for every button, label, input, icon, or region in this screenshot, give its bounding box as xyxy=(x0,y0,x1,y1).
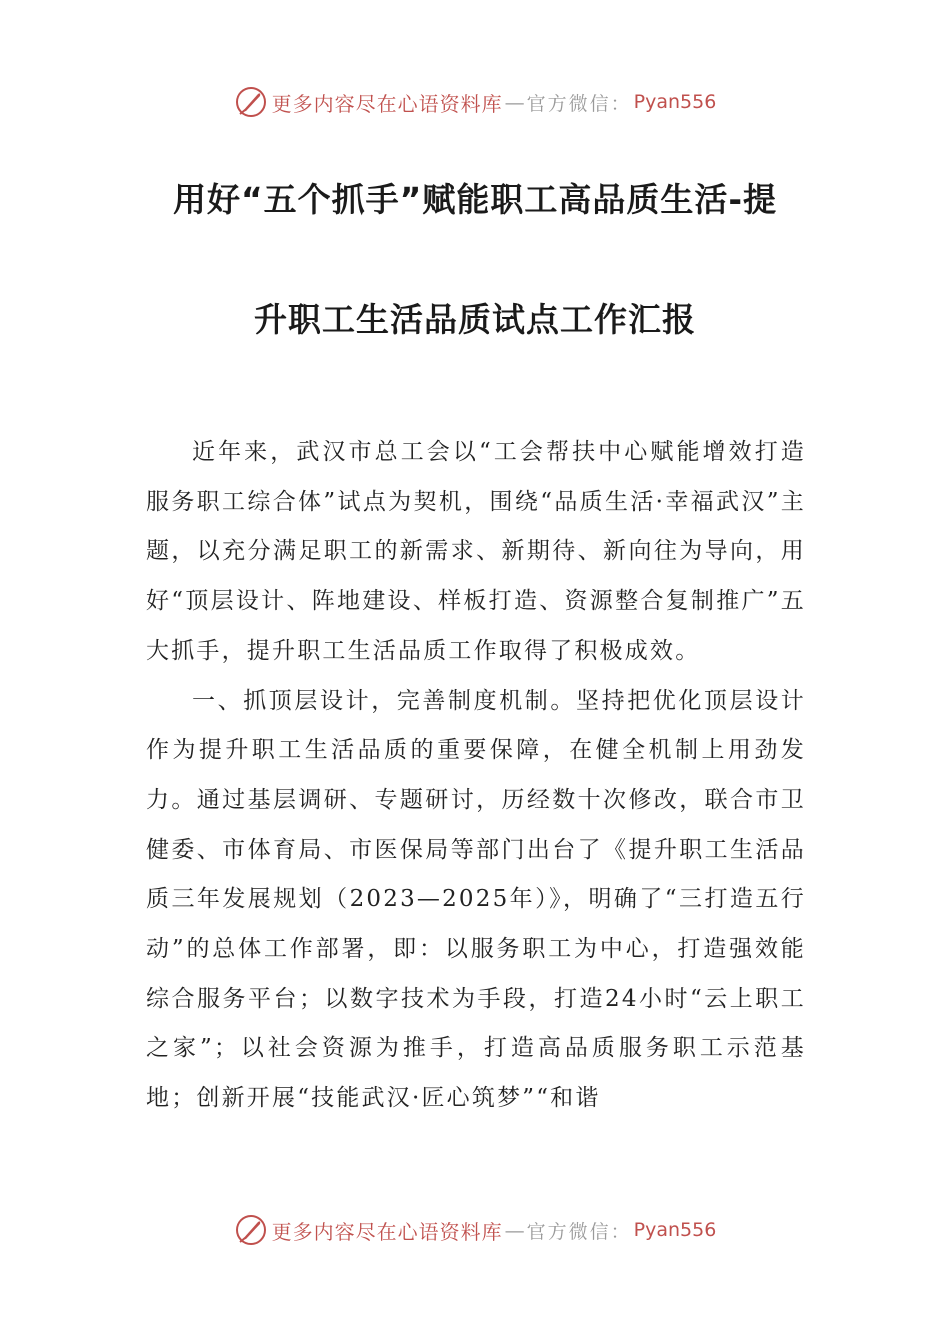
paragraph-intro: 近年来，武汉市总工会以“工会帮扶中心赋能增效打造服务职工综合体”试点为契机，围绕“品质生活·幸福武汉”主题，以充分满足职工的新需求、新期待、新向往为导向，用好“顶层设计、阵地建设、样板打造、资源整合复制推广”五大抓手，提升职工生活品质工作取得了积极成效。 xyxy=(146,439,806,664)
document-body xyxy=(146,428,806,1124)
watermark-main-text: 更多内容尽在心语资料库 xyxy=(271,1219,503,1244)
footer-watermark xyxy=(0,1210,950,1250)
watermark-wechat-id: Pyan556 xyxy=(633,91,717,113)
paragraph-section-1: 一、抓顶层设计，完善制度机制。坚持把优化顶层设计作为提升职工生活品质的重要保障，在健全机制上用劲发力。通过基层调研、专题研讨，历经数十次修改，联合市卫健委、市体育局、市医保局等部门出台了《提升职工生活品质三年发展规划（2023—2025年）》，明确了“三打造五行动”的总体工作部署，即：以服务职工为中心，打造强效能综合服务平台；以数字技术为手段，打造24小时“云上职工之家”；以社会资源为推手，打造高品质服务职工示范基地；创新开展“技能武汉·匠心筑梦”“和谐 xyxy=(146,687,806,1112)
watermark-wechat-id: Pyan556 xyxy=(633,1219,717,1241)
title-line-2: 升职工生活品质试点工作汇报 xyxy=(254,300,696,339)
watermark-side-text: 官方微信： xyxy=(526,92,632,115)
quill-logo-icon xyxy=(234,85,268,119)
watermark-dash: — xyxy=(504,1218,525,1242)
watermark-side-text: 官方微信： xyxy=(526,1220,632,1243)
watermark-dash: — xyxy=(504,90,525,114)
watermark-main-text: 更多内容尽在心语资料库 xyxy=(271,91,503,116)
header-watermark xyxy=(0,82,950,122)
quill-logo-icon xyxy=(234,1213,268,1247)
title-line-1: 用好“五个抓手”赋能职工高品质生活-提 xyxy=(172,180,778,219)
